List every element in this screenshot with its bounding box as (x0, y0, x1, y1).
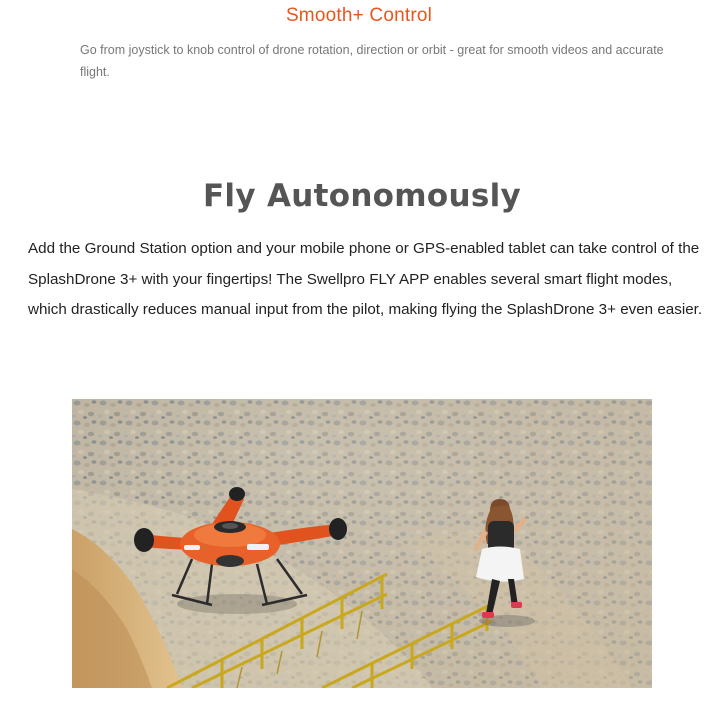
section-body-text: Add the Ground Station option and your mobile phone or GPS-enabled tablet can take control of the SplashDrone 3+ with your fingertips! The Swellpro FLY APP enables several smart flight modes, which drastically reduces manual input from the pilot, making flying the SplashDrone 3+ even easier. (28, 240, 703, 318)
drone-beach-illustration (72, 399, 652, 688)
feature-title: Smooth+ Control (285, 5, 433, 26)
section-heading: Fly Autonomously (202, 178, 522, 214)
feature-description: Go from joystick to knob control of drone rotation, direction or orbit - great for smooth videos and accurate flight. (80, 43, 664, 79)
hero-photo (72, 399, 652, 688)
